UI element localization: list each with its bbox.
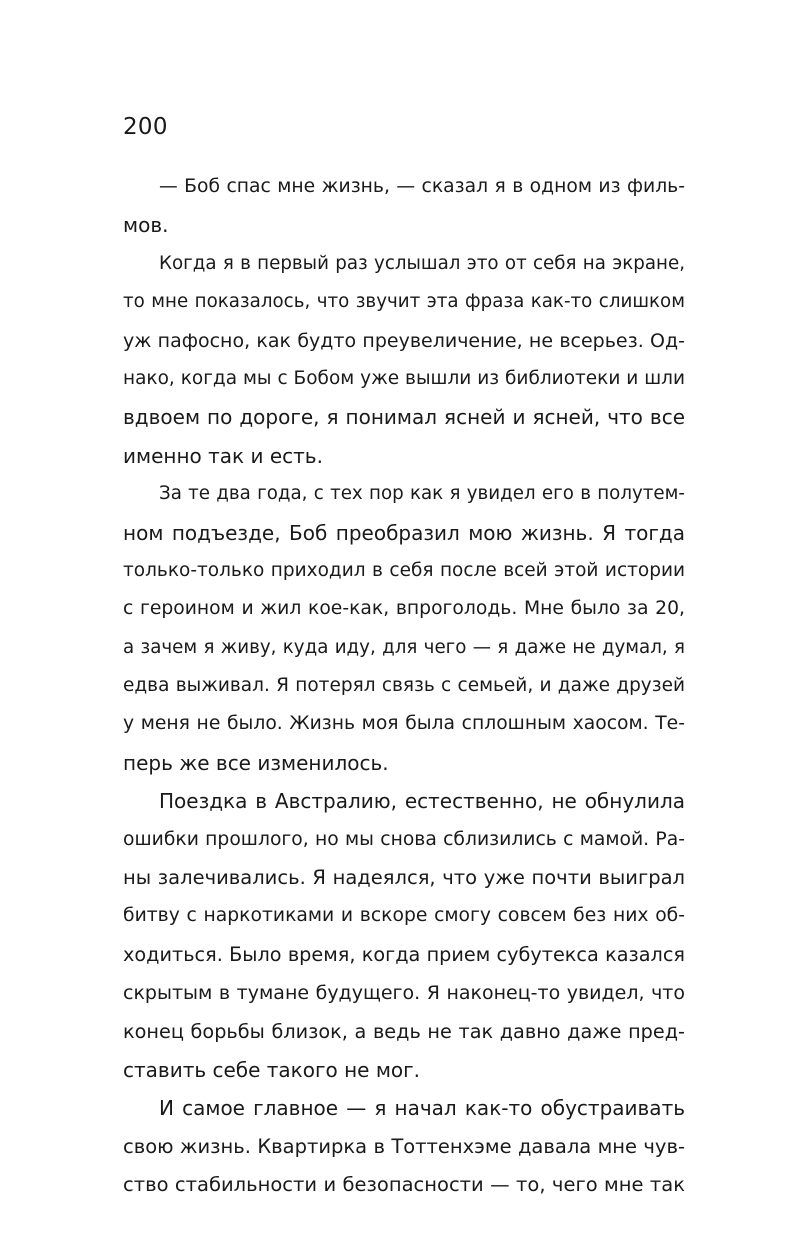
text-line: битву с наркотиками и вскоре смогу совсем без них об-: [123, 905, 685, 927]
text-line: Поездка в Австралию, естественно, не обнулила: [159, 789, 685, 814]
text-line: уж пафосно, как будто преувеличение, не всерьез. Од-: [123, 329, 685, 352]
text-line: конец борьбы близок, а ведь не так давно даже пред-: [123, 1019, 685, 1043]
body-text: [123, 168, 685, 1205]
page-number: 200: [123, 114, 168, 140]
text-line: свою жизнь. Квартирка в Тоттенхэме давала мне чув-: [123, 1134, 685, 1158]
text-line: перь же все изменилось.: [123, 750, 389, 775]
text-line: За те два года, с тех пор как я увидел его в полутем-: [159, 483, 685, 505]
text-line: И самое главное — я начал как-то обустраивать: [159, 1096, 685, 1121]
text-line: Когда я в первый раз услышал это от себя на экране,: [159, 252, 685, 274]
text-line: ны залечивались. Я надеялся, что уже почти выиграл: [123, 866, 685, 890]
text-line: мов.: [123, 213, 169, 238]
text-line: ошибки прошлого, но мы снова сблизились с мамой. Ра-: [123, 828, 685, 850]
text-line: ставить себе такого не мог.: [123, 1057, 421, 1082]
text-line: ство стабильности и безопасности — то, чего мне так: [123, 1173, 685, 1197]
text-line: с героином и жил кое-как, впроголодь. Мне было за 20,: [123, 598, 685, 620]
text-line: ном подъезде, Боб преобразил мою жизнь. Я тогда: [123, 520, 685, 545]
text-line: у меня не было. Жизнь моя была сплошным хаосом. Те-: [123, 713, 685, 735]
text-line: только-только приходил в себя после всей этой истории: [123, 559, 685, 581]
text-line: а зачем я живу, куда иду, для чего — я даже не думал, я: [123, 636, 685, 658]
text-line: то мне показалось, что звучит эта фраза как-то слишком: [123, 291, 685, 313]
text-line: нако, когда мы с Бобом уже вышли из библиотеки и шли: [123, 367, 685, 389]
text-line: ходиться. Было время, когда прием субутекса казался: [123, 942, 685, 966]
text-line: именно так и есть.: [123, 443, 323, 468]
text-line: вдвоем по дороге, я понимал ясней и ясней, что все: [123, 405, 685, 430]
text-line: скрытым в тумане будущего. Я наконец-то увидел, что: [123, 982, 685, 1005]
text-line: — Боб спас мне жизнь, — сказал я в одном из филь-: [159, 176, 685, 197]
text-line: едва выживал. Я потерял связь с семьей, и даже друзей: [123, 675, 685, 697]
